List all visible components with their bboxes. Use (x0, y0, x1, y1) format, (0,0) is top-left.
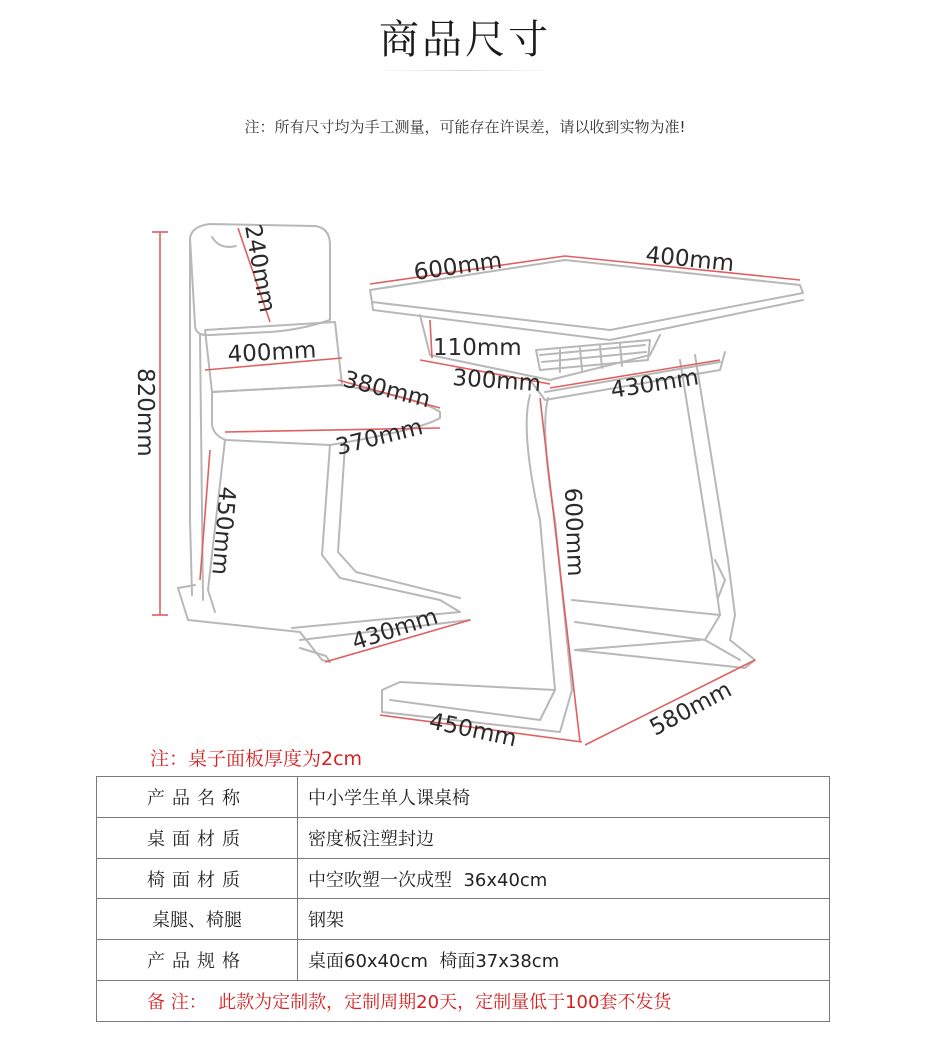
desk-drawer-width-label: 430mm (608, 364, 701, 404)
spec-label: 产品规格 (97, 940, 298, 981)
spec-value: 密度板注塑封边 (298, 817, 830, 858)
spec-label: 椅面材质 (97, 858, 298, 899)
spec-label: 桌腿、椅腿 (97, 899, 298, 940)
desk-top-depth-label: 400mm (644, 242, 736, 278)
desk-top-width-label: 600mm (412, 247, 504, 286)
spec-value: 桌面60x40cm 椅面37x38cm (298, 940, 830, 981)
table-row (97, 777, 830, 818)
table-row (97, 981, 830, 1022)
spec-value: 中空吹塑一次成型 36x40cm (298, 858, 830, 899)
chair-total-height-label: 820mm (132, 368, 158, 457)
spec-table (96, 776, 830, 1022)
desk-drawer-height-label: 110mm (433, 335, 522, 361)
dimension-lines (152, 228, 800, 745)
spec-remark: 备 注： 此款为定制款，定制周期20天，定制量低于100套不发货 (97, 981, 830, 1022)
desk-drawer-depth-label: 300mm (451, 365, 542, 398)
chair-base-width-label: 430mm (348, 603, 442, 656)
spec-value: 钢架 (298, 899, 830, 940)
desk-base-width-label: 450mm (426, 708, 519, 753)
desk-height-label: 600mm (559, 487, 589, 577)
chair-illustration (178, 224, 470, 662)
chair-seat-width-label: 370mm (333, 414, 426, 461)
chair-seat-height-label: 450mm (206, 485, 240, 577)
table-row (97, 940, 830, 981)
chair-back-height-label: 240mm (239, 222, 281, 315)
table-row (97, 899, 830, 940)
table-row (97, 817, 830, 858)
table-row (97, 858, 830, 899)
spec-label: 产品名称 (97, 777, 298, 818)
desk-base-depth-label: 580mm (645, 676, 737, 742)
chair-back-width-label: 400mm (226, 337, 317, 368)
measurement-note: 注：所有尺寸均为手工测量，可能存在许误差，请以收到实物为准! (244, 118, 686, 136)
chair-seat-depth-label: 380mm (340, 366, 433, 414)
spec-label: 桌面材质 (97, 817, 298, 858)
dimension-labels (132, 223, 736, 753)
spec-value: 中小学生单人课桌椅 (298, 777, 830, 818)
page-title: 商品尺寸 (379, 17, 551, 63)
desk-illustration (370, 260, 803, 732)
desk-thickness-note: 注：桌子面板厚度为2cm (150, 748, 363, 770)
